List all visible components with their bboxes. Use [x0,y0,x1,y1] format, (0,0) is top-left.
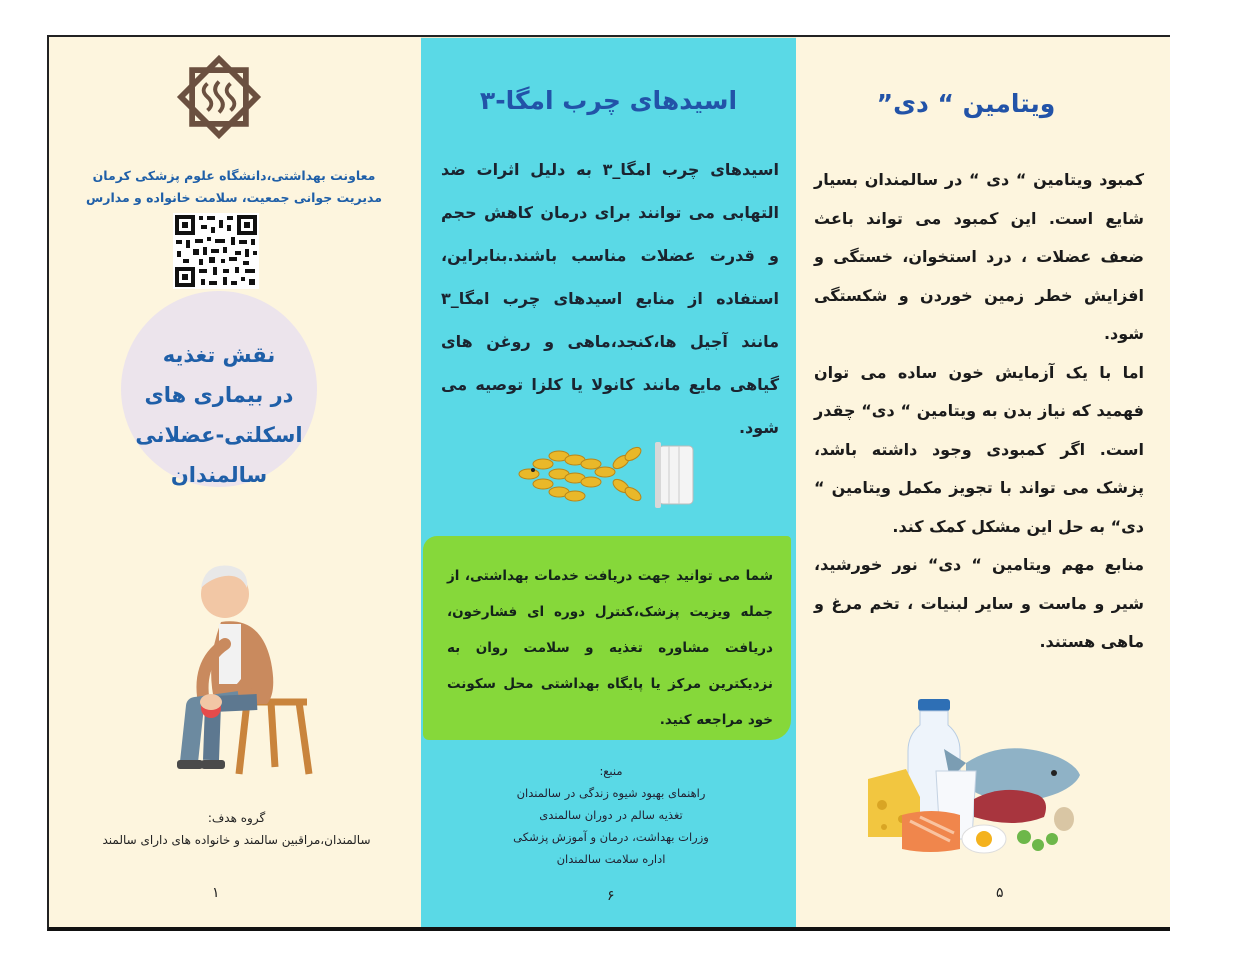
omega3-capsule-fish-illustration [509,436,709,514]
vitamin-d-body [814,161,1144,662]
elderly-knee-pain-illustration [139,552,329,782]
vitamin-d-para-1: کمبود ویتامین “ دی “ در سالمندان بسیار شایع است. این کمبود می تواند باعث ضعف عضلات ، درد استخوان، خستگی و افزایش خطر زمین خوردن و شکستگی شود. [814,170,1144,343]
vitamin-d-title: ویتامین “ دی” [876,89,1056,118]
title-circle [121,291,317,487]
organization-names [59,165,409,209]
panel-vitamin-d [796,37,1170,927]
vitamin-d-foods-illustration [854,687,1104,863]
target-text: سالمندان،مراقبین سالمند و خانواده های دارای سالمند [102,833,371,847]
services-callout-text: شما می توانید جهت دریافت خدمات بهداشتی، از جمله ویزیت پزشک،کنترل دوره ای فشارخون، دریافت مشاوره تغذیه و سلامت روان به نزدیکترین مرکز یا پایگاه بهداشتی محل سکونت خود مراجعه کنید. [447,568,773,728]
source-4: اداره سلامت سالمندان [556,852,666,866]
source-heading: منبع: [599,764,623,778]
title-line-4: سالمندان [170,463,268,487]
page-number-5: ۵ [996,885,1004,901]
org-line-2: مدیریت جوانی جمعیت، سلامت خانواده و مدارس [86,190,382,205]
omega3-title: اسیدهای چرب امگا-۳ [479,86,738,115]
page-number-6: ۶ [607,888,615,904]
services-callout-box [423,536,791,740]
qr-code-icon[interactable] [173,213,259,289]
university-logo-icon [171,49,267,145]
panel-omega3 [421,37,796,927]
vitamin-d-para-2: اما با یک آزمایش خون ساده می توان فهمید که نیاز بدن به ویتامین “ دی“ چقدر است. اگر کمبودی وجود داشته باشد، پزشک می تواند با تجویز مکمل ویتامین “ دی“ به حل این مشکل کمک کند. [814,362,1144,536]
sources [471,760,751,870]
page-number-1: ۱ [212,885,220,901]
brochure-title [133,335,305,495]
title-line-1: نقش تغذیه [162,343,276,367]
target-group [64,807,409,851]
vitamin-d-para-3: منابع مهم ویتامین “ دی“ نور خورشید، شیر و ماست و سایر لبنیات ، تخم مرغ و ماهی هستند. [814,555,1144,651]
panel-cover [49,37,421,927]
omega3-body: اسیدهای چرب امگا_۳ به دلیل اثرات ضد التهابی می توانند برای درمان کاهش حجم و قدرت عضلات مناسب باشند.بنابراین، استفاده از منابع اسیدهای چرب امگا_۳ مانند آجیل ها،کنجد،ماهی و روغن های گیاهی مایع مانند کانولا یا کلزا توصیه می شود. [441,160,779,437]
title-line-3: اسکلتی-عضلانی [135,423,303,447]
brochure [47,35,1170,931]
source-1: راهنمای بهبود شیوه زندگی در سالمندان [516,786,706,800]
source-3: وزرات بهداشت، درمان و آموزش پزشکی [513,830,709,844]
target-heading: گروه هدف: [207,811,266,825]
title-line-2: در بیماری های [144,383,294,407]
org-line-1: معاونت بهداشتی،دانشگاه علوم پزشکی کرمان [92,168,376,183]
source-2: تغذیه سالم در دوران سالمندی [539,808,683,822]
